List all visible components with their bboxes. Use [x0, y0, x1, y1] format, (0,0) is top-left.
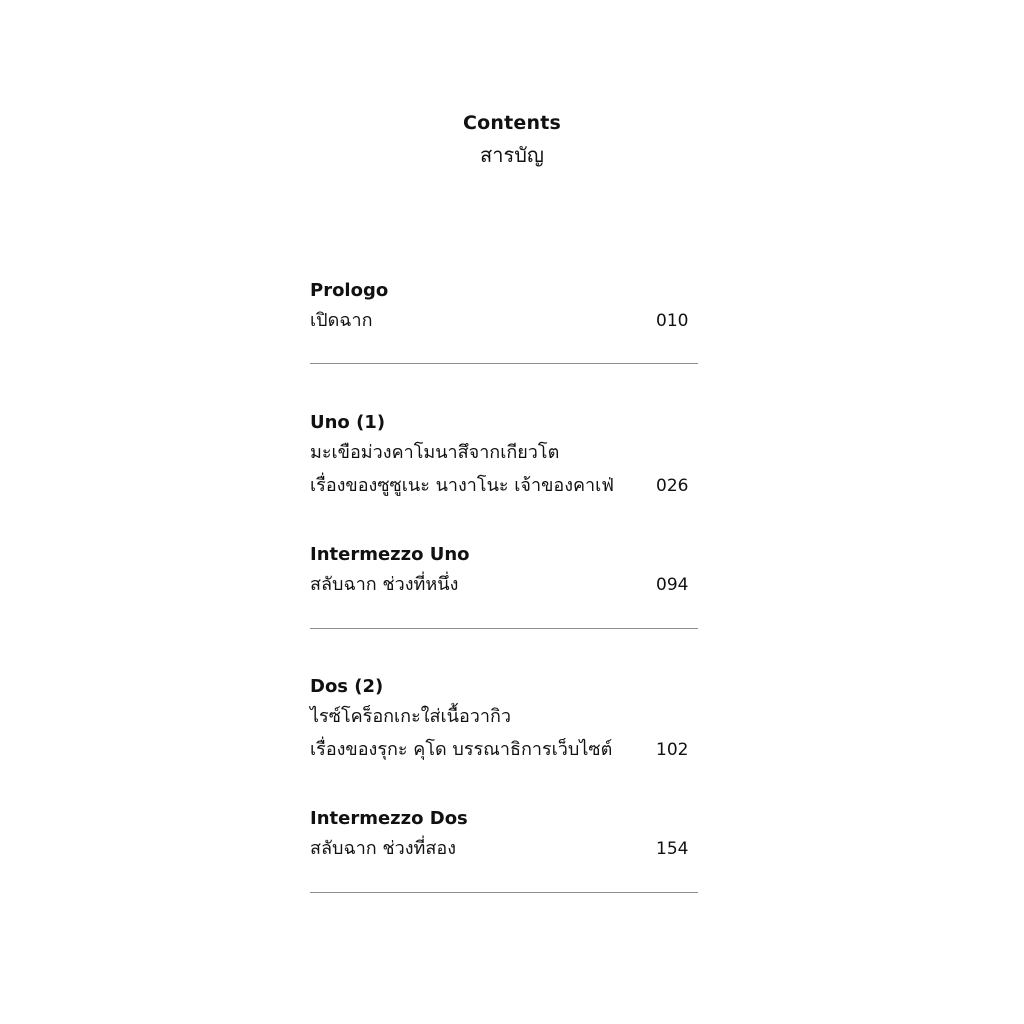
section-heading: Dos (2) [310, 676, 384, 697]
page-number: 026 [656, 476, 689, 496]
section-divider [310, 363, 698, 364]
section-divider [310, 892, 698, 893]
toc-section-dos [310, 674, 698, 766]
toc-entry [310, 568, 698, 601]
toc-entry [310, 436, 698, 469]
toc-section-uno [310, 410, 698, 502]
section-heading: Intermezzo Dos [310, 808, 468, 829]
page-title: Contents [462, 112, 561, 134]
entry-subtitle: เรื่องของรุกะ คุโด บรรณาธิการเว็บไซต์ [310, 739, 613, 760]
page-number: 010 [656, 311, 689, 331]
entry-title: มะเขือม่วงคาโมนาสึจากเกียวโต [310, 442, 560, 463]
entry-subtitle: เรื่องของซูซูเนะ นางาโนะ เจ้าของคาเฟ่ [310, 475, 615, 496]
page-number: 154 [656, 839, 689, 859]
section-divider [310, 628, 698, 629]
page-title-thai: สารบัญ [480, 143, 544, 167]
toc-section-intermezzo-dos [310, 806, 698, 865]
section-heading: Prologo [310, 280, 389, 301]
entry-title: สลับฉาก ช่วงที่สอง [310, 838, 456, 859]
toc-entry [310, 469, 698, 502]
toc-entry [310, 733, 698, 766]
section-heading: Intermezzo Uno [310, 544, 470, 565]
section-heading: Uno (1) [310, 412, 386, 433]
page-number: 094 [656, 575, 689, 595]
title-block [0, 108, 1024, 172]
toc-entry [310, 304, 698, 337]
entry-title: ไรซ์โคร็อกเกะใส่เนื้อวากิว [310, 706, 512, 727]
toc-entry [310, 832, 698, 865]
entry-title: เปิดฉาก [310, 310, 373, 331]
toc-section-intermezzo-uno [310, 542, 698, 601]
page-number: 102 [656, 740, 689, 760]
toc-entry [310, 700, 698, 733]
toc-section-prologo [310, 278, 698, 337]
entry-title: สลับฉาก ช่วงที่หนึ่ง [310, 574, 459, 595]
